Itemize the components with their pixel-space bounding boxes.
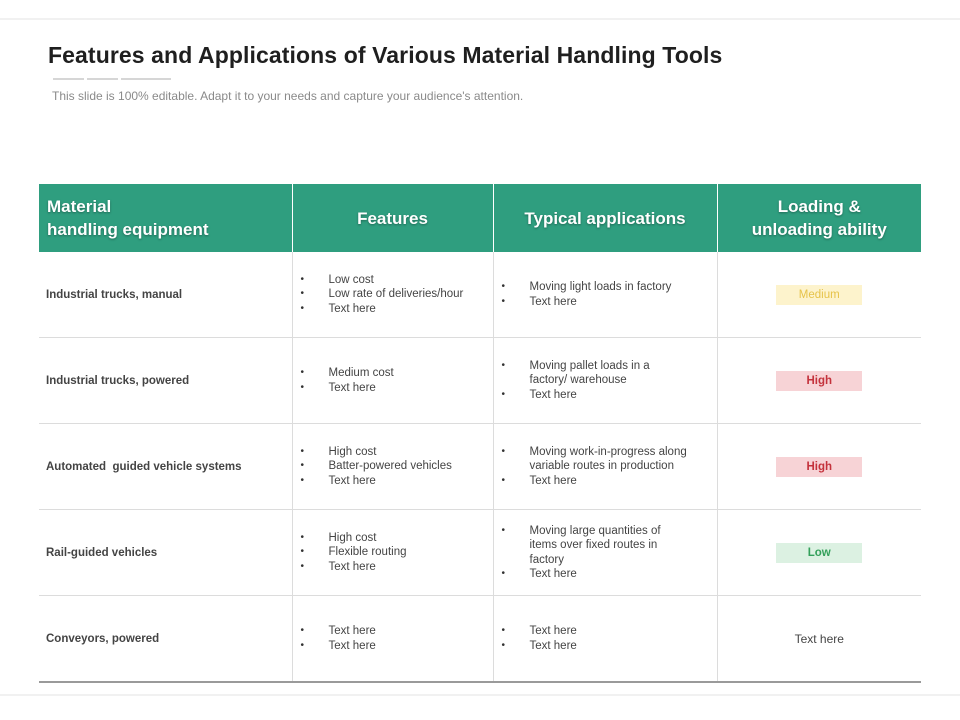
application-item: • Moving light loads in factory bbox=[500, 280, 716, 295]
applications-list bbox=[500, 445, 716, 489]
header-equipment-line2: handling equipment bbox=[47, 220, 209, 239]
equipment-cell: Industrial trucks, powered bbox=[39, 338, 292, 424]
features-cell bbox=[292, 338, 493, 424]
applications-list bbox=[500, 524, 716, 582]
applications-list bbox=[500, 359, 716, 403]
header-equipment bbox=[39, 184, 292, 252]
ability-badge-high: High bbox=[776, 457, 862, 477]
table-row bbox=[39, 424, 921, 510]
application-item: • Text here bbox=[500, 388, 716, 403]
applications-list bbox=[500, 624, 716, 653]
header-equipment-line1: Material bbox=[47, 197, 112, 216]
header-applications: Typical applications bbox=[493, 184, 717, 252]
feature-item: • Flexible routing bbox=[299, 545, 492, 560]
applications-cell bbox=[493, 510, 717, 596]
feature-item: • Batter-powered vehicles bbox=[299, 459, 492, 474]
table-row bbox=[39, 596, 921, 683]
application-item: • Moving pallet loads in a factory/ warehouse bbox=[500, 359, 716, 388]
handling-tools-table bbox=[39, 184, 921, 683]
feature-item: • High cost bbox=[299, 445, 492, 460]
ability-cell bbox=[717, 424, 921, 510]
features-list bbox=[299, 445, 492, 489]
feature-item: • Low rate of deliveries/hour bbox=[299, 287, 492, 302]
feature-item: • Text here bbox=[299, 624, 492, 639]
equipment-cell: Conveyors, powered bbox=[39, 596, 292, 683]
header-loading-line2: unloading ability bbox=[751, 220, 887, 239]
feature-item: • Text here bbox=[299, 639, 492, 654]
applications-cell bbox=[493, 338, 717, 424]
header-loading-ability bbox=[717, 184, 921, 252]
ability-cell bbox=[717, 338, 921, 424]
feature-item: • Medium cost bbox=[299, 366, 492, 381]
application-item: • Text here bbox=[500, 639, 716, 654]
ability-cell bbox=[717, 252, 921, 338]
features-list bbox=[299, 624, 492, 653]
table-header-row bbox=[39, 184, 921, 252]
applications-cell bbox=[493, 252, 717, 338]
ability-cell bbox=[717, 510, 921, 596]
table-row bbox=[39, 252, 921, 338]
feature-item: • Low cost bbox=[299, 273, 492, 288]
application-item: • Moving large quantities of items over fixed routes in factory bbox=[500, 524, 716, 568]
equipment-cell: Rail-guided vehicles bbox=[39, 510, 292, 596]
application-item: • Text here bbox=[500, 474, 716, 489]
applications-list bbox=[500, 280, 716, 309]
page-title: Features and Applications of Various Material Handling Tools bbox=[48, 42, 723, 68]
feature-item: • Text here bbox=[299, 560, 492, 575]
ability-text: Text here bbox=[794, 631, 844, 646]
bottom-divider bbox=[0, 694, 960, 696]
ability-badge-medium: Medium bbox=[776, 285, 862, 305]
application-item: • Text here bbox=[500, 295, 716, 310]
top-divider bbox=[0, 18, 960, 20]
equipment-cell: Industrial trucks, manual bbox=[39, 252, 292, 338]
feature-item: • High cost bbox=[299, 531, 492, 546]
feature-item: • Text here bbox=[299, 474, 492, 489]
table-row bbox=[39, 510, 921, 596]
applications-cell bbox=[493, 424, 717, 510]
application-item: • Moving work-in-progress along variable routes in production bbox=[500, 445, 716, 474]
application-item: • Text here bbox=[500, 624, 716, 639]
table-row bbox=[39, 338, 921, 424]
features-list bbox=[299, 366, 492, 395]
features-cell bbox=[292, 424, 493, 510]
ability-badge-low: Low bbox=[776, 543, 862, 563]
header-features: Features bbox=[292, 184, 493, 252]
features-cell bbox=[292, 252, 493, 338]
page-subtitle: This slide is 100% editable. Adapt it to your needs and capture your audience's attention. bbox=[52, 89, 524, 103]
title-underline-segment bbox=[53, 78, 84, 80]
applications-cell bbox=[493, 596, 717, 683]
equipment-cell: Automated guided vehicle systems bbox=[39, 424, 292, 510]
feature-item: • Text here bbox=[299, 381, 492, 396]
title-underline-segment bbox=[121, 78, 171, 80]
ability-cell bbox=[717, 596, 921, 683]
application-item: • Text here bbox=[500, 567, 716, 582]
features-cell bbox=[292, 510, 493, 596]
features-list bbox=[299, 531, 492, 575]
title-underline-segment bbox=[87, 78, 118, 80]
ability-badge-high: High bbox=[776, 371, 862, 391]
features-list bbox=[299, 273, 492, 317]
feature-item: • Text here bbox=[299, 302, 492, 317]
features-cell bbox=[292, 596, 493, 683]
header-loading-line1: Loading & bbox=[777, 197, 861, 216]
